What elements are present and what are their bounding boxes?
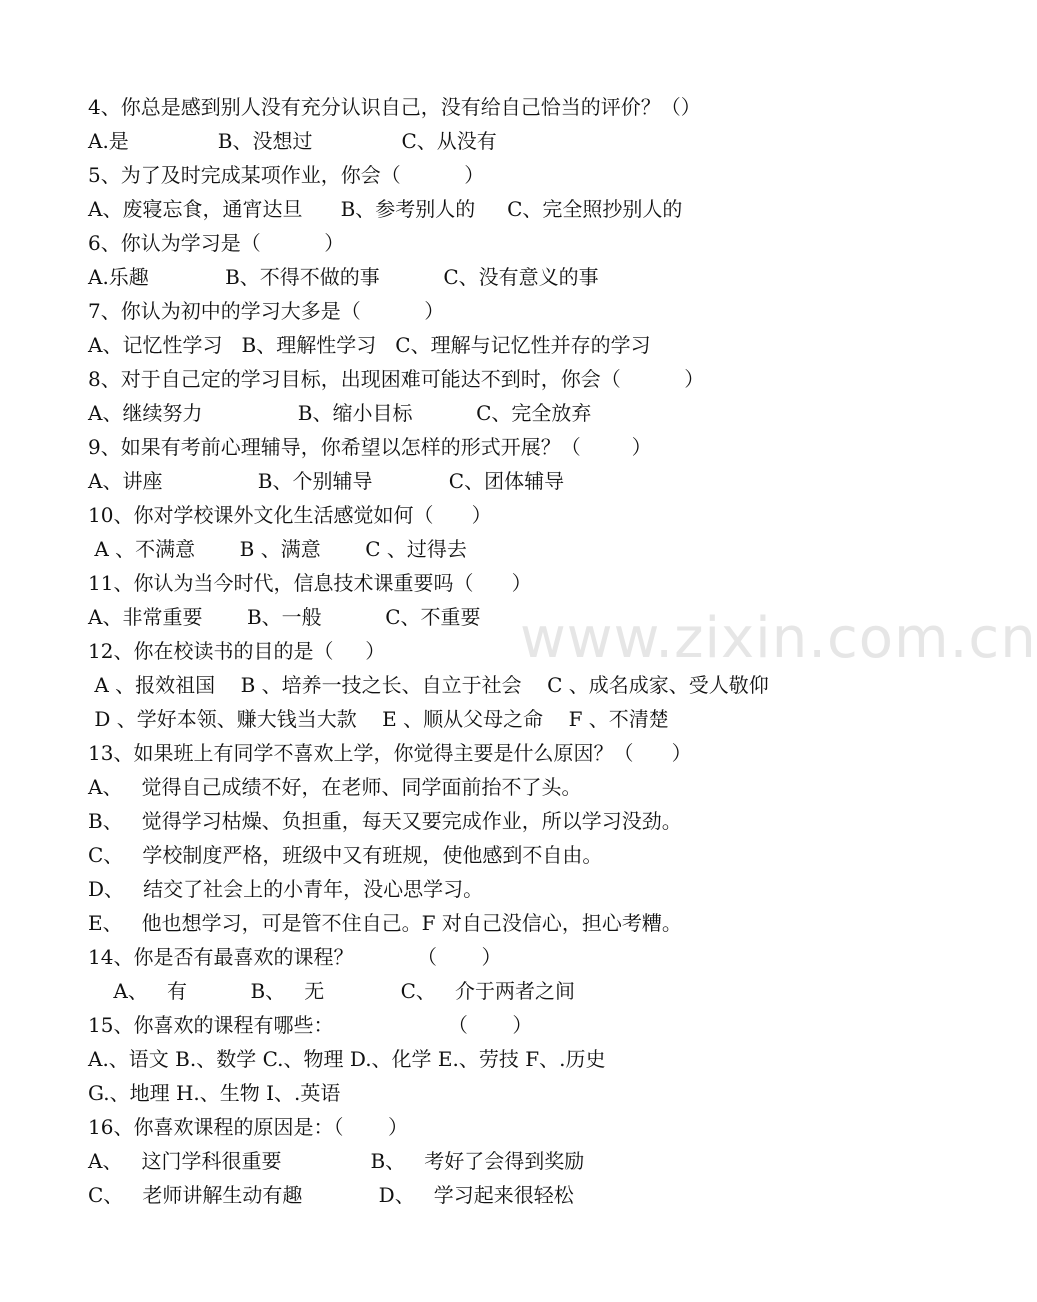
question-11: 11、你认为当今时代，信息技术课重要吗（ ） <box>88 571 532 595</box>
question-15-options-1: A.、语文 B.、数学 C.、物理 D.、化学 E.、劳技 F、.历史 <box>88 1047 606 1071</box>
question-5: 5、为了及时完成某项作业，你会（ ） <box>88 163 485 187</box>
question-16-options-2: C、 老师讲解生动有趣 D、 学习起来很轻松 <box>88 1183 574 1207</box>
question-13-option-b: B、 觉得学习枯燥、负担重，每天又要完成作业，所以学习没劲。 <box>88 809 682 833</box>
question-12-options-2: D 、学好本领、赚大钱当大款 E 、顺从父母之命 F 、不清楚 <box>88 707 669 731</box>
question-10: 10、你对学校课外文化生活感觉如何（ ） <box>88 503 492 527</box>
question-7: 7、你认为初中的学习大多是（ ） <box>88 299 445 323</box>
question-11-options: A、非常重要 B、一般 C、不重要 <box>88 605 481 629</box>
question-12: 12、你在校读书的目的是（ ） <box>88 639 386 663</box>
question-13-option-d: D、 结交了社会上的小青年，没心思学习。 <box>88 877 484 901</box>
question-8-options: A、继续努力 B、缩小目标 C、完全放弃 <box>88 401 592 425</box>
question-16: 16、你喜欢课程的原因是：（ ） <box>88 1115 408 1139</box>
question-14: 14、你是否有最喜欢的课程？ （ ） <box>88 945 502 969</box>
question-6-options: A.乐趣 B、不得不做的事 C、没有意义的事 <box>88 265 599 289</box>
question-13-option-a: A、 觉得自己成绩不好，在老师、同学面前抬不了头。 <box>88 775 582 799</box>
question-10-options: A 、不满意 B 、满意 C 、过得去 <box>88 537 467 561</box>
question-12-options-1: A 、报效祖国 B 、培养一技之长、自立于社会 C 、成名成家、受人敬仰 <box>88 673 769 697</box>
question-9: 9、如果有考前心理辅导，你希望以怎样的形式开展？（ ） <box>88 435 652 459</box>
question-8: 8、对于自己定的学习目标，出现困难可能达不到时，你会（ ） <box>88 367 705 391</box>
question-7-options: A、记忆性学习 B、理解性学习 C、理解与记忆性并存的学习 <box>88 333 651 357</box>
watermark: www.zixin.com.cn <box>520 606 1037 671</box>
question-13: 13、如果班上有同学不喜欢上学，你觉得主要是什么原因？（ ） <box>88 741 692 765</box>
question-6: 6、你认为学习是（ ） <box>88 231 345 255</box>
question-4-options: A.是 B、没想过 C、从没有 <box>88 129 497 153</box>
question-14-options: A、 有 B、 无 C、 介于两者之间 <box>88 979 575 1003</box>
question-9-options: A、讲座 B、个别辅导 C、团体辅导 <box>88 469 565 493</box>
question-16-options-1: A、 这门学科很重要 B、 考好了会得到奖励 <box>88 1149 585 1173</box>
question-15-options-2: G.、地理 H.、生物 I、.英语 <box>88 1081 341 1105</box>
question-15: 15、你喜欢的课程有哪些： （ ） <box>88 1013 533 1037</box>
question-5-options: A、废寝忘食，通宵达旦 B、参考别人的 C、完全照抄别人的 <box>88 197 683 221</box>
question-4: 4、你总是感到别人没有充分认识自己，没有给自己恰当的评价？（） <box>88 95 701 119</box>
question-13-option-e-f: E、 他也想学习，可是管不住自己。F 对自己没信心，担心考糟。 <box>88 911 682 935</box>
question-13-option-c: C、 学校制度严格，班级中又有班规，使他感到不自由。 <box>88 843 603 867</box>
